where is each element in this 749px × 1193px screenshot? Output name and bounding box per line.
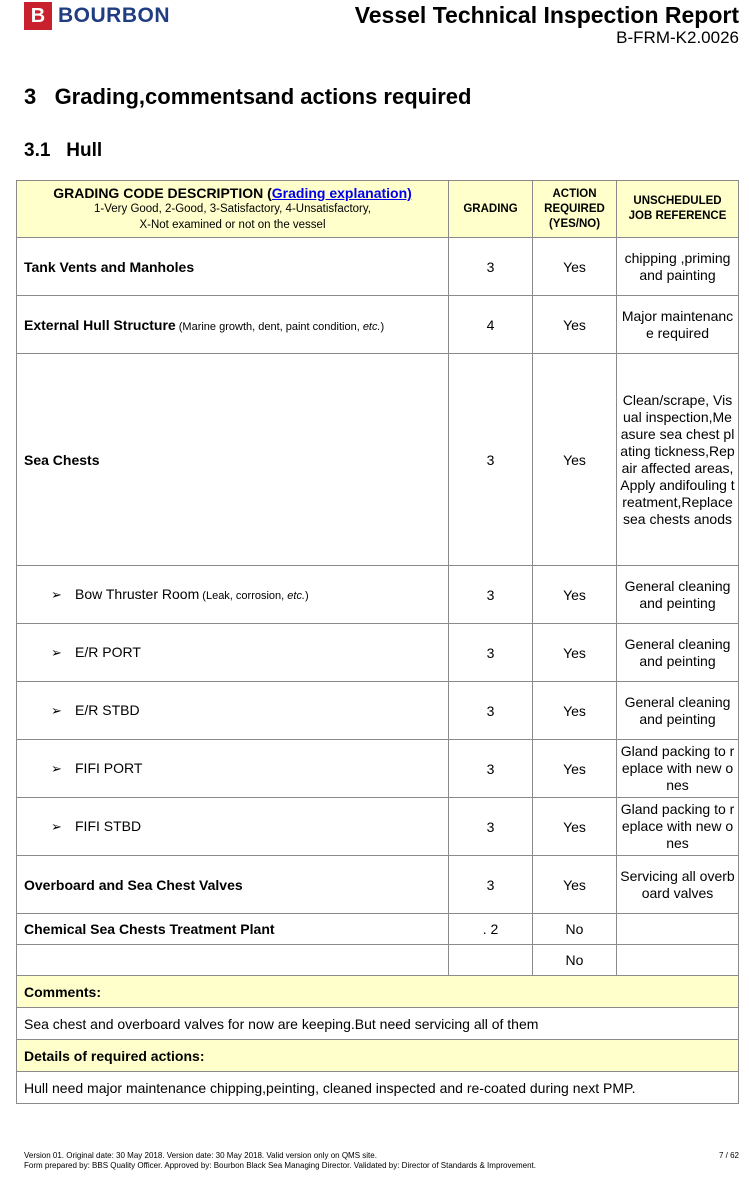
action-cell: Yes [533,856,617,914]
action-cell: Yes [533,566,617,624]
table-row [17,682,739,740]
arrow-bullet-icon: ➢ [51,645,62,660]
desc-line-2: X-Not examined or not on the vessel [139,219,326,231]
action-header-line-3: (YES/NO) [548,217,601,230]
footer-approval: Form prepared by: BBS Quality Officer. Approved by: Bourbon Black Sea Managing Director. Validated by: Director of Standards & Improvement. [24,1161,536,1170]
job-reference-cell [617,945,739,976]
sub-item-text: FIFI PORT [75,760,143,776]
item-name [17,914,449,945]
section-heading: 3 Grading,commentsand actions required [24,84,472,109]
logo-text: BOURBON [58,4,170,27]
hull-grading-table [16,180,739,1104]
job-reference-cell: chipping ,priming and painting [617,238,739,296]
item-name-text: Tank Vents and Manholes [24,258,195,275]
item-note: (Marine growth, dent, paint condition, etc.) [175,320,385,333]
grading-explanation-link[interactable]: Grading explanation) [271,185,412,201]
action-cell: Yes [533,798,617,856]
company-logo [24,2,170,30]
action-cell: Yes [533,682,617,740]
sub-item-text: E/R STBD [75,702,140,718]
actions-label-row [17,1040,739,1072]
grading-cell: 3 [449,566,533,624]
action-cell: No [533,945,617,976]
grading-cell: 3 [449,856,533,914]
grading-cell: 4 [449,296,533,354]
item-name [17,945,449,976]
sub-item-name [17,798,449,856]
table-row [17,945,739,976]
grading-cell: 3 [449,682,533,740]
required-actions-text: Hull need major maintenance chipping,peinting, cleaned inspected and re-coated during next PMP. [17,1072,739,1104]
action-header-line-1: ACTION [552,187,597,200]
table-row [17,740,739,798]
arrow-bullet-icon: ➢ [51,587,62,602]
action-header-line-2: REQUIRED [544,202,605,215]
comments-label: Comments: [17,976,739,1008]
table-row [17,238,739,296]
action-cell: No [533,914,617,945]
grading-cell: 3 [449,798,533,856]
job-header-line-1: UNSCHEDULED [633,195,722,207]
action-cell: Yes [533,740,617,798]
desc-line-1: 1-Very Good, 2-Good, 3-Satisfactory, 4-Unsatisfactory, [94,203,371,215]
job-reference-cell: Gland packing to replace with new ones [617,798,739,856]
sub-item-text: Bow Thruster Room [75,586,200,602]
table-row [17,354,739,566]
job-reference-cell: General cleaning and peinting [617,682,739,740]
job-reference-cell [617,914,739,945]
arrow-bullet-icon: ➢ [51,819,62,834]
grading-cell [449,945,533,976]
sub-item-text: E/R PORT [75,644,141,660]
item-name-text: Sea Chests [24,451,100,468]
item-name-text: Overboard and Sea Chest Valves [24,876,243,893]
grading-header: GRADING [449,181,533,238]
page-number: 7 / 62 [718,1151,739,1160]
table-row [17,798,739,856]
table-header-row [17,181,739,238]
comments-text: Sea chest and overboard valves for now are keeping.But need servicing all of them [17,1008,739,1040]
grading-cell: 3 [449,238,533,296]
job-reference-cell: General cleaning and peinting [617,566,739,624]
footer-version: Version 01. Original date: 30 May 2018. Version date: 30 May 2018. Valid version only on QMS site. [24,1151,377,1160]
arrow-bullet-icon: ➢ [51,703,62,718]
sub-item-name [17,682,449,740]
subsection-heading: 3.1 Hull [24,140,103,161]
grading-cell: . 2 [449,914,533,945]
item-name-text: Chemical Sea Chests Treatment Plant [24,921,275,937]
job-reference-cell: Major maintenance required [617,296,739,354]
action-cell: Yes [533,354,617,566]
item-name [17,354,449,566]
action-cell: Yes [533,238,617,296]
table-row [17,624,739,682]
item-note: (Leak, corrosion, etc.) [199,590,309,602]
action-cell: Yes [533,296,617,354]
job-reference-cell: Gland packing to replace with new ones [617,740,739,798]
table-row [17,914,739,945]
table-row [17,566,739,624]
required-actions-label: Details of required actions: [17,1040,739,1072]
action-cell: Yes [533,624,617,682]
document-title: Vessel Technical Inspection Report [354,2,739,28]
comments-label-row [17,976,739,1008]
item-name [17,856,449,914]
job-reference-cell: Clean/scrape, Visual inspection,Measure sea chest plating tickness,Repair affected areas,Apply andifouling treatment,Replace sea chests anods [617,354,739,566]
job-reference-cell: General cleaning and peinting [617,624,739,682]
table-row [17,296,739,354]
action-required-header [533,181,617,238]
grading-cell: 3 [449,354,533,566]
actions-text-row [17,1072,739,1104]
arrow-bullet-icon: ➢ [51,761,62,776]
sub-item-name [17,740,449,798]
logo-mark [24,2,52,30]
item-name [17,238,449,296]
grading-cell: 3 [449,624,533,682]
logo-letter: B [30,4,46,27]
job-reference-cell: Servicing all overboard valves [617,856,739,914]
comments-text-row [17,1008,739,1040]
document-code: B-FRM-K2.0026 [616,28,739,47]
job-header-line-2: JOB REFERENCE [628,210,727,222]
table-row [17,856,739,914]
sub-item-name [17,624,449,682]
desc-title: GRADING CODE DESCRIPTION ( [53,185,272,201]
job-reference-header [617,181,739,238]
item-name [17,296,449,354]
item-name-text: External Hull Structure [24,316,176,333]
sub-item-text: FIFI STBD [75,818,142,834]
sub-item-name [17,566,449,624]
grading-code-description-header [17,181,449,238]
grading-cell: 3 [449,740,533,798]
